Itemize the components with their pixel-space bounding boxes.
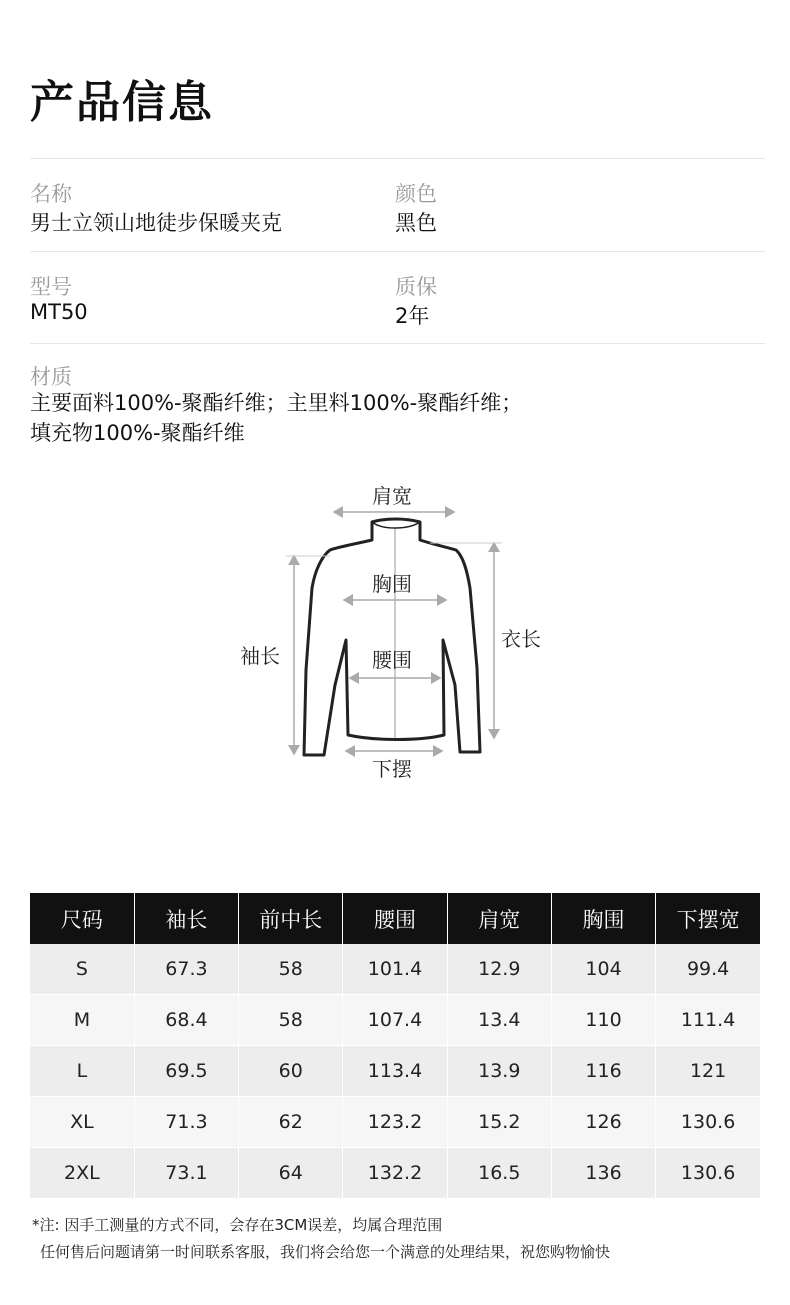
- table-row: [30, 995, 760, 1046]
- table-cell: 13.4: [447, 995, 551, 1046]
- table-cell: 123.2: [343, 1097, 447, 1148]
- jacket-outline: [304, 519, 480, 755]
- table-cell: 58: [239, 944, 343, 995]
- header-waist: 腰围: [343, 893, 447, 944]
- model-label: 型号: [30, 275, 72, 299]
- table-cell: XL: [30, 1097, 134, 1148]
- label-length: 衣长: [501, 627, 541, 651]
- divider: [30, 158, 765, 159]
- table-cell: 58: [239, 995, 343, 1046]
- header-front-length: 前中长: [239, 893, 343, 944]
- table-cell: 15.2: [447, 1097, 551, 1148]
- divider: [30, 251, 765, 252]
- table-cell: 110: [551, 995, 655, 1046]
- page-title: 产品信息: [30, 77, 214, 128]
- model-value: MT50: [30, 300, 88, 324]
- table-cell: 62: [239, 1097, 343, 1148]
- name-label: 名称: [30, 182, 72, 206]
- table-cell: 126: [551, 1097, 655, 1148]
- material-label: 材质: [30, 365, 72, 389]
- size-table-header: [30, 893, 760, 944]
- table-cell: 12.9: [447, 944, 551, 995]
- table-cell: 116: [551, 1046, 655, 1097]
- header-hem-width: 下摆宽: [656, 893, 760, 944]
- table-cell: 71.3: [134, 1097, 238, 1148]
- table-cell: 104: [551, 944, 655, 995]
- table-cell: 99.4: [656, 944, 760, 995]
- note-line-1: *注: 因手工测量的方式不同，会存在3CM误差，均属合理范围: [32, 1216, 443, 1234]
- table-cell: 16.5: [447, 1148, 551, 1199]
- label-shoulder: 肩宽: [372, 484, 412, 508]
- table-cell: 130.6: [656, 1097, 760, 1148]
- table-row: [30, 1148, 760, 1199]
- table-cell: 69.5: [134, 1046, 238, 1097]
- warranty-value: 2年: [395, 304, 430, 328]
- table-cell: 107.4: [343, 995, 447, 1046]
- table-cell: 132.2: [343, 1148, 447, 1199]
- table-row: [30, 944, 760, 995]
- note-line-2: 任何售后问题请第一时间联系客服，我们将会给您一个满意的处理结果，祝您购物愉快: [40, 1243, 611, 1261]
- table-cell: 130.6: [656, 1148, 760, 1199]
- header-chest: 胸围: [551, 893, 655, 944]
- table-cell: S: [30, 944, 134, 995]
- table-cell: 13.9: [447, 1046, 551, 1097]
- table-cell: 101.4: [343, 944, 447, 995]
- label-chest: 胸围: [372, 572, 412, 596]
- color-value: 黑色: [395, 211, 437, 235]
- table-cell: 136: [551, 1148, 655, 1199]
- table-cell: 2XL: [30, 1148, 134, 1199]
- divider: [30, 343, 765, 344]
- table-row: [30, 1097, 760, 1148]
- material-value-line1: 主要面料100%-聚酯纤维；主里料100%-聚酯纤维；: [30, 391, 523, 415]
- label-hem: 下摆: [372, 757, 412, 781]
- size-table: [30, 893, 760, 1199]
- table-cell: L: [30, 1046, 134, 1097]
- table-cell: 73.1: [134, 1148, 238, 1199]
- label-waist: 腰围: [372, 648, 412, 672]
- table-cell: 111.4: [656, 995, 760, 1046]
- jacket-measurement-diagram: [230, 470, 560, 790]
- table-cell: 60: [239, 1046, 343, 1097]
- table-cell: 68.4: [134, 995, 238, 1046]
- table-cell: 67.3: [134, 944, 238, 995]
- table-cell: M: [30, 995, 134, 1046]
- warranty-label: 质保: [395, 275, 437, 299]
- header-shoulder: 肩宽: [447, 893, 551, 944]
- label-sleeve: 袖长: [240, 644, 280, 668]
- table-cell: 64: [239, 1148, 343, 1199]
- table-cell: 121: [656, 1046, 760, 1097]
- name-value: 男士立领山地徒步保暖夹克: [30, 211, 282, 235]
- header-size: 尺码: [30, 893, 134, 944]
- table-row: [30, 1046, 760, 1097]
- color-label: 颜色: [395, 182, 437, 206]
- header-sleeve: 袖长: [134, 893, 238, 944]
- table-cell: 113.4: [343, 1046, 447, 1097]
- material-value-line2: 填充物100%-聚酯纤维: [30, 421, 245, 445]
